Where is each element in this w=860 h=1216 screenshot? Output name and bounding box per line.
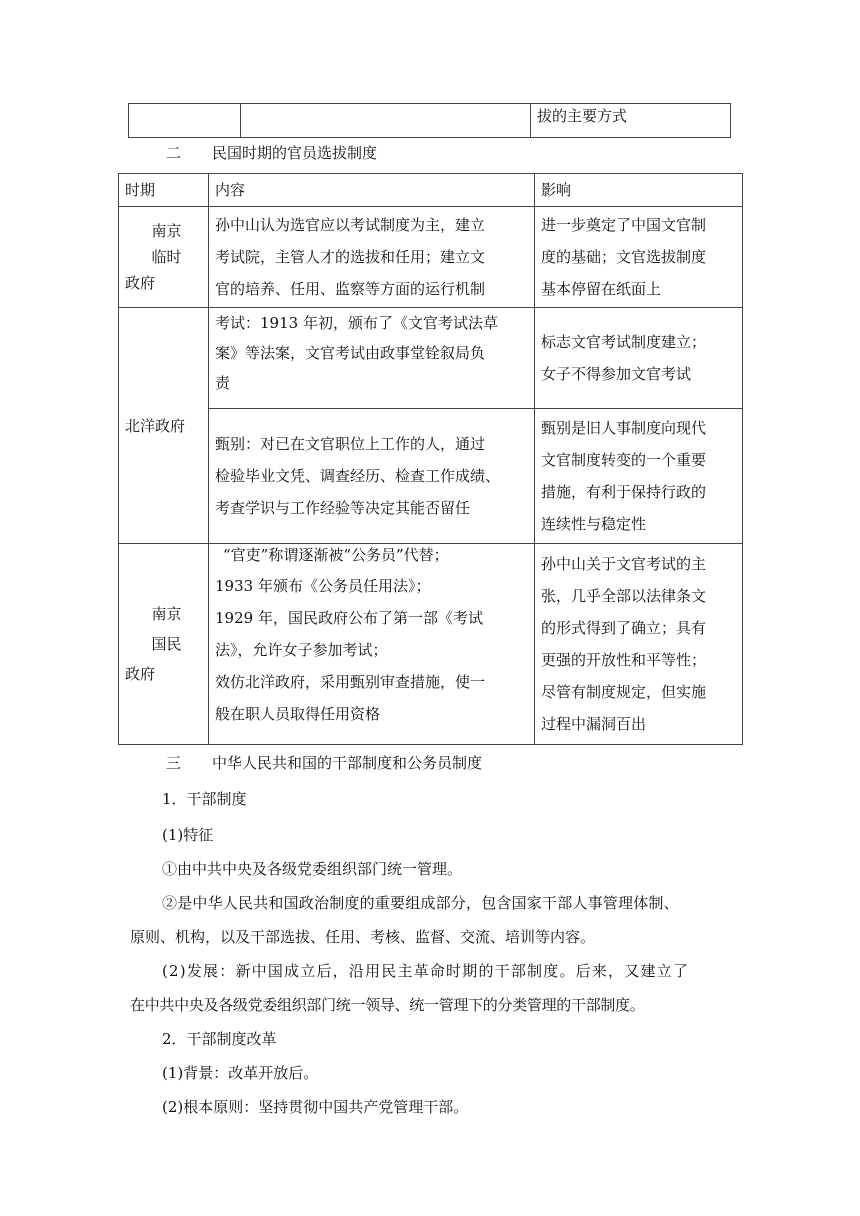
content-line: 考试院，主管人才的选拔和任用；建立文 (215, 248, 486, 266)
table-cell (241, 104, 531, 138)
header-cell: 影响 (535, 174, 743, 207)
impact-line: 更强的开放性和平等性； (541, 651, 707, 669)
content-line: 案》等法案，文官考试由政事堂铨叙局负 (215, 344, 486, 362)
impact-line: 措施，有利于保持行政的 (541, 483, 707, 501)
paragraph-line: (2)发展：新中国成立后，沿用民主革命时期的干部制度。后来，又建立了 (162, 962, 690, 980)
period-cell: 北洋政府 (119, 308, 209, 544)
impact-line: 孙中山关于文官考试的主 (541, 555, 707, 573)
impact-line: 进一步奠定了中国文官制 (541, 216, 707, 234)
header-cell: 内容 (209, 174, 535, 207)
table-row (119, 544, 743, 745)
section-heading (166, 143, 377, 163)
section-number: 二 (166, 144, 182, 162)
impact-line: 文官制度转变的一个重要 (541, 451, 707, 469)
content-line: 般在职人员取得任用资格 (215, 705, 381, 723)
impact-line: 甄别是旧人事制度向现代 (541, 419, 707, 437)
content-line: 检验毕业文凭、调查经历、检查工作成绩、 (215, 467, 501, 485)
table-row (119, 409, 743, 544)
content-line: 1933 年颁布《公务员任用法》； (215, 577, 431, 595)
table-cell (129, 104, 241, 138)
content-line: 法》，允许女子参加考试； (215, 641, 388, 659)
impact-line: 标志文官考试制度建立； (541, 333, 707, 351)
paragraph: (1)背景：改革开放后。 (162, 1064, 319, 1082)
impact-line: 女子不得参加文官考试 (541, 365, 692, 383)
period-line: 政府 (125, 665, 156, 683)
content-cell (209, 207, 535, 308)
period-cell (119, 207, 209, 308)
period-line: 临时 (151, 248, 182, 266)
content-cell (209, 308, 535, 409)
impact-line: 尽管有制度规定，但实施 (541, 683, 707, 701)
subheading: (1)特征 (162, 826, 214, 844)
table-row (119, 207, 743, 308)
subheading: 2．干部制度改革 (162, 1030, 277, 1048)
paragraph-line: 在中共中央及各级党委组织部门统一领导、统一管理下的分类管理的干部制度。 (130, 996, 645, 1014)
impact-cell (535, 409, 743, 544)
impact-line: 连续性与稳定性 (541, 515, 647, 533)
section-title: 中华人民共和国的干部制度和公务员制度 (212, 754, 483, 772)
content-line: 效仿北洋政府，采用甄别审查措施，使一 (215, 673, 486, 691)
section-number: 三 (166, 754, 182, 772)
content-line: 考查学识与工作经验等决定其能否留任 (215, 499, 471, 517)
period-cell (119, 544, 209, 745)
impact-cell (535, 207, 743, 308)
paragraph: (2)根本原则：坚持贯彻中国共产党管理干部。 (162, 1098, 469, 1116)
impact-line: 的形式得到了确立；具有 (541, 619, 707, 637)
impact-line: 度的基础；文官选拔制度 (541, 248, 707, 266)
content-line: 1929 年，国民政府公布了第一部《考试 (215, 609, 483, 627)
paragraph: ①由中共中央及各级党委组织部门统一管理。 (162, 860, 463, 878)
content-line: 孙中山认为选官应以考试制度为主，建立 (215, 216, 486, 234)
paragraph-line: 原则、机构，以及干部选拔、任用、考核、监督、交流、培训等内容。 (130, 928, 596, 946)
impact-line: 过程中漏洞百出 (541, 715, 647, 733)
impact-line: 张，几乎全部以法律条文 (541, 587, 707, 605)
section-title: 民国时期的官员选拔制度 (212, 144, 378, 162)
table-row (119, 308, 743, 409)
table-header-row (119, 174, 743, 207)
officials-table (118, 173, 743, 745)
content-cell (209, 544, 535, 745)
table-cell (531, 104, 731, 138)
content-cell (209, 409, 535, 544)
period-line: 南京 (151, 605, 182, 623)
period-line: 国民 (151, 635, 182, 653)
impact-cell (535, 544, 743, 745)
content-line: 责 (215, 374, 231, 392)
impact-cell (535, 308, 743, 409)
paragraph-line: ②是中华人民共和国政治制度的重要组成部分，包含国家干部人事管理体制、 (162, 894, 679, 912)
subheading: 1．干部制度 (162, 790, 247, 808)
header-cell: 时期 (119, 174, 209, 207)
section-heading (166, 753, 482, 773)
table-row (129, 104, 731, 138)
content-line: 考试：1913 年初，颁布了《文官考试法草 (215, 314, 498, 332)
content-line: 甄别：对已在文官职位上工作的人，通过 (215, 435, 486, 453)
period-line: 政府 (125, 274, 156, 292)
content-line: “官吏”称谓逐渐被“公务员”代替； (223, 546, 449, 564)
period-line: 南京 (151, 222, 182, 240)
content-line: 官的培养、任用、监察等方面的运行机制 (215, 280, 486, 298)
continued-table (128, 103, 731, 138)
impact-line: 基本停留在纸面上 (541, 280, 662, 298)
cell-text: 拔的主要方式 (537, 107, 628, 125)
